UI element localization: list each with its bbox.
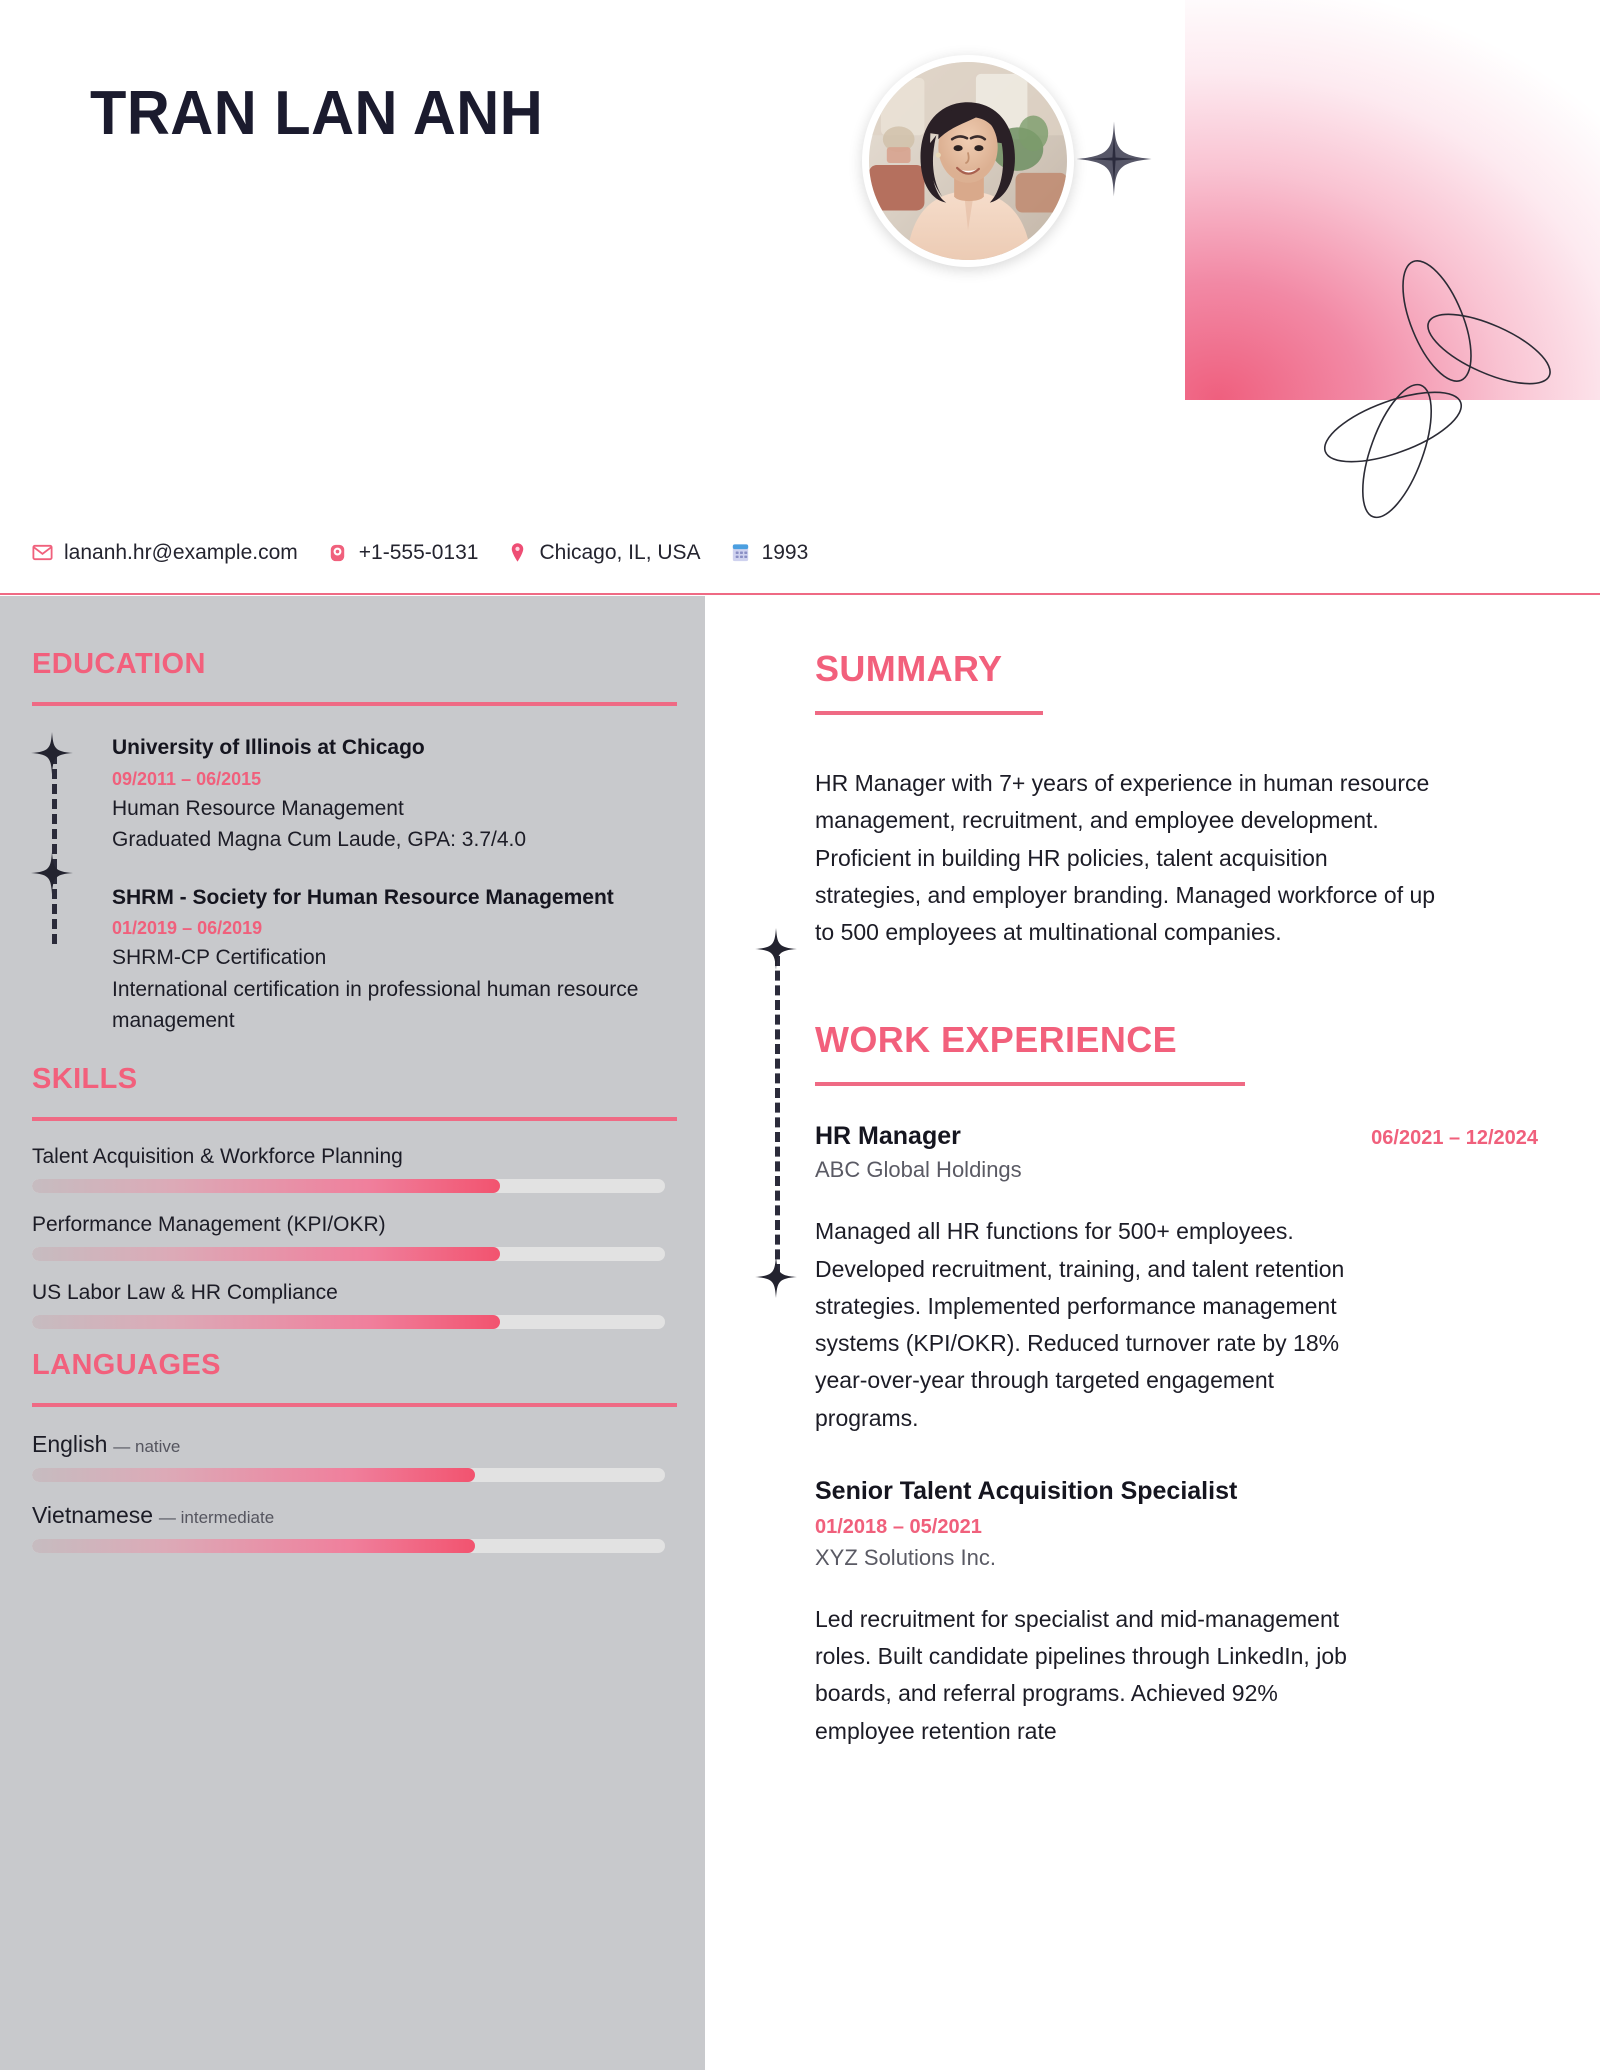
section-title-education: EDUCATION (32, 648, 206, 680)
education-note: International certification in professional human resource management (112, 977, 639, 1032)
sparkle-icon (31, 732, 73, 774)
section-languages (32, 1349, 665, 1553)
pink-gradient-block (1185, 0, 1600, 400)
contact-birthyear[interactable] (728, 540, 809, 565)
work-item (815, 1122, 1538, 1437)
education-honors: Graduated Magna Cum Laude, GPA: 3.7/4.0 (112, 828, 527, 851)
work-description: Managed all HR functions for 500+ employees. Developed recruitment, training, and talent retention strategies. Implemented performance management systems (KPI/OKR). Reduced turnover rate by 18% year-over-year through targeted engagement programs. (815, 1218, 1345, 1431)
language-bar-fill (32, 1468, 475, 1482)
skill-item (32, 1213, 665, 1261)
sparkle-icon (755, 928, 797, 970)
education-timeline (32, 732, 665, 1037)
timeline-dashed-line (775, 956, 780, 1274)
contact-phone-value: +1-555-0131 (358, 540, 479, 564)
section-title-languages: LANGUAGES (32, 1348, 221, 1381)
language-level-text: — intermediate (158, 1507, 275, 1527)
contact-email-value: lananh.hr@example.com (64, 540, 298, 564)
page-title: TRAN LAN ANH (90, 79, 544, 148)
section-education (32, 648, 665, 1037)
language-name: Vietnamese (32, 1501, 154, 1528)
section-title-skills: SKILLS (32, 1062, 138, 1095)
skill-label: Performance Management (KPI/OKR) (32, 1212, 386, 1236)
education-item (112, 732, 665, 856)
contact-location[interactable] (505, 540, 700, 565)
sparkle-icon (1075, 120, 1153, 198)
calendar-icon (728, 540, 753, 565)
education-item (112, 882, 665, 1037)
language-item (32, 1431, 665, 1482)
language-name: English (32, 1430, 108, 1457)
contact-location-value: Chicago, IL, USA (539, 540, 701, 564)
skill-item (32, 1281, 665, 1329)
contact-row (30, 540, 823, 565)
work-title: HR Manager (815, 1122, 961, 1151)
language-bar-track (32, 1539, 665, 1553)
work-timeline (753, 928, 803, 1328)
portrait-photo (869, 62, 1067, 260)
skill-bar-fill (32, 1315, 500, 1329)
timeline-dashed-line (52, 754, 57, 944)
resume-body (0, 596, 1600, 2070)
sparkle-icon (755, 1256, 797, 1298)
skill-item (32, 1145, 665, 1193)
section-rule (32, 1117, 677, 1121)
work-date: 01/2018 – 05/2021 (815, 1515, 982, 1538)
language-item (32, 1502, 665, 1553)
languages-list (32, 1431, 665, 1553)
section-title-work-experience: WORK EXPERIENCE (815, 1019, 1178, 1061)
skills-list (32, 1145, 665, 1329)
skill-bar-track (32, 1247, 665, 1261)
education-date: 09/2011 – 06/2015 (112, 768, 262, 789)
contact-email[interactable] (30, 540, 298, 565)
education-certification: SHRM-CP Certification (112, 946, 327, 969)
language-level-text: — native (113, 1436, 181, 1456)
contact-birthyear-value: 1993 (761, 540, 809, 564)
education-major: Human Resource Management (112, 796, 404, 820)
work-item (815, 1477, 1538, 1750)
summary-text: HR Manager with 7+ years of experience in human resource management, recruitment, and employee development. Proficient in building HR policies, talent acquisition strategies, and employer branding. Managed workforce of up to 500 employees at multinational companies. (815, 770, 1436, 945)
work-title-row (815, 1122, 1538, 1151)
section-rule (32, 702, 677, 706)
skill-label: US Labor Law & HR Compliance (32, 1280, 338, 1304)
sparkle-icon (31, 852, 73, 894)
skill-label: Talent Acquisition & Workforce Planning (32, 1144, 403, 1168)
work-description: Led recruitment for specialist and mid-management roles. Built candidate pipelines through LinkedIn, job boards, and referral programs. Achieved 92% employee retention rate (815, 1605, 1347, 1744)
phone-icon (325, 540, 350, 565)
language-label (32, 1502, 665, 1529)
work-company: ABC Global Holdings (815, 1157, 1022, 1183)
skill-bar-track (32, 1179, 665, 1193)
section-rule (32, 1403, 677, 1407)
section-work-experience (815, 1019, 1538, 1750)
education-date: 01/2019 – 06/2019 (112, 918, 263, 938)
sidebar (0, 596, 705, 2070)
section-title-summary: SUMMARY (815, 648, 1003, 689)
language-bar-track (32, 1468, 665, 1482)
work-company: XYZ Solutions Inc. (815, 1544, 996, 1570)
contact-phone[interactable] (325, 540, 479, 565)
skill-bar-fill (32, 1247, 500, 1261)
section-rule (815, 1082, 1245, 1086)
skill-bar-track (32, 1315, 665, 1329)
resume-header (0, 0, 1600, 595)
work-title-row (815, 1477, 1538, 1506)
avatar (862, 55, 1074, 267)
education-school: SHRM - Society for Human Resource Management (112, 885, 614, 909)
header-divider (0, 593, 1600, 595)
language-label (32, 1431, 665, 1458)
main-column (705, 596, 1600, 2070)
education-school: University of Illinois at Chicago (112, 736, 425, 759)
section-skills (32, 1063, 665, 1329)
email-icon (30, 540, 55, 565)
section-summary (815, 648, 1538, 951)
skill-bar-fill (32, 1179, 500, 1193)
language-bar-fill (32, 1539, 475, 1553)
work-date: 06/2021 – 12/2024 (1371, 1127, 1538, 1150)
section-rule (815, 711, 1043, 715)
work-title: Senior Talent Acquisition Specialist (815, 1476, 1238, 1505)
location-icon (505, 540, 530, 565)
